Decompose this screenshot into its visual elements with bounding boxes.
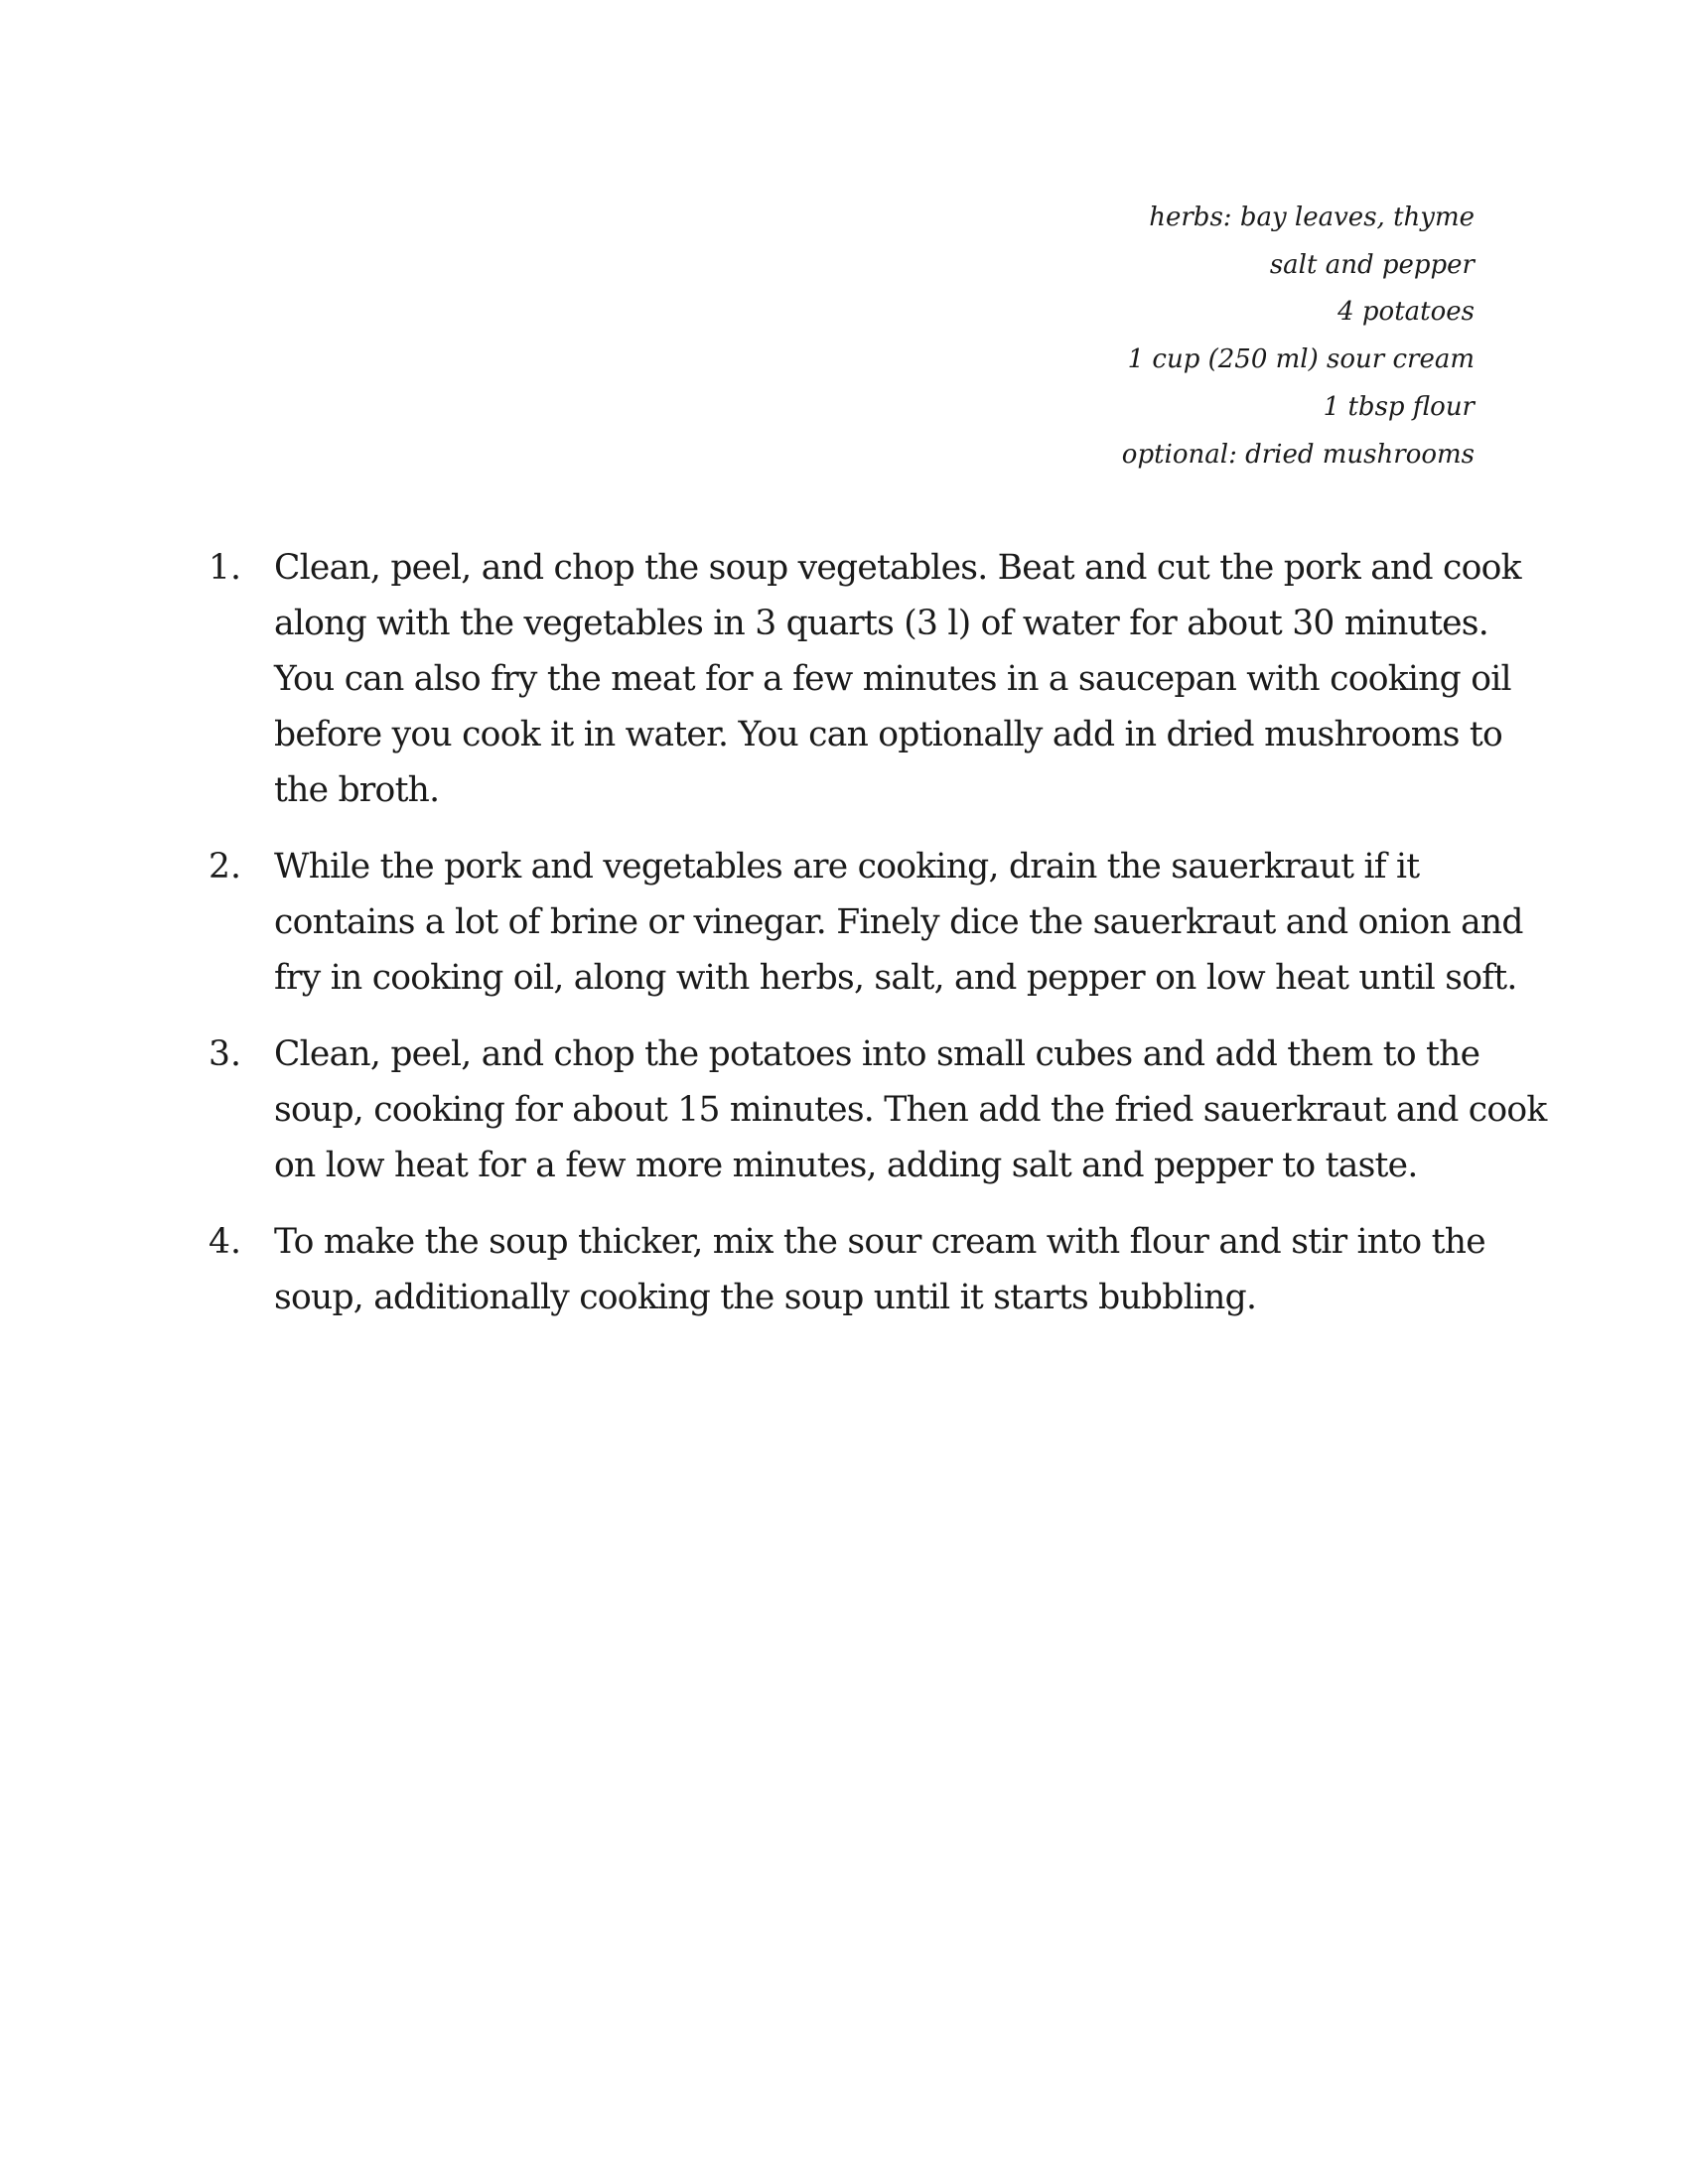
ingredient-item: 4 potatoes [1337, 297, 1475, 328]
instruction-step [209, 1026, 1547, 1193]
step-number: 3. [209, 1034, 241, 1074]
ingredient-list [779, 195, 1475, 478]
instruction-list [209, 540, 1547, 1346]
step-text: Clean, peel, and chop the potatoes into small cubes and add them to the soup, cooking for about 15 minutes. Then add the fried sauerkraut and cook on low heat for a few more minutes, adding salt and pepper to taste. [274, 1034, 1547, 1185]
instruction-step [209, 540, 1521, 818]
step-number: 1. [209, 548, 241, 588]
step-number: 4. [209, 1222, 241, 1262]
step-text: To make the soup thicker, mix the sour cream with flour and stir into the soup, additionally cooking the soup until it starts bubbling. [274, 1222, 1485, 1317]
instruction-step [209, 839, 1523, 1006]
ingredient-item: herbs: bay leaves, thyme [1149, 203, 1475, 232]
ingredient-item: 1 cup (250 ml) sour cream [1127, 344, 1475, 375]
step-text: Clean, peel, and chop the soup vegetables. Beat and cut the pork and cook along with the vegetables in 3 quarts (3 l) of water for about 30 minutes. You can also fry the meat for a few minutes in a saucepan with cooking oil before you cook it in water. You can optionally add in dried mushrooms to the broth. [274, 548, 1521, 810]
step-number: 2. [209, 847, 241, 887]
step-text: While the pork and vegetables are cooking, drain the sauerkraut if it contains a lot of brine or vinegar. Finely dice the sauerkraut and onion and fry in cooking oil, along with herbs, salt, and pepper on low heat until soft. [274, 847, 1523, 998]
instruction-step [209, 1214, 1489, 1325]
ingredient-item: optional: dried mushrooms [1121, 439, 1475, 470]
ingredient-item: salt and pepper [1269, 249, 1475, 280]
ingredient-item: 1 tbsp flour [1323, 391, 1475, 422]
